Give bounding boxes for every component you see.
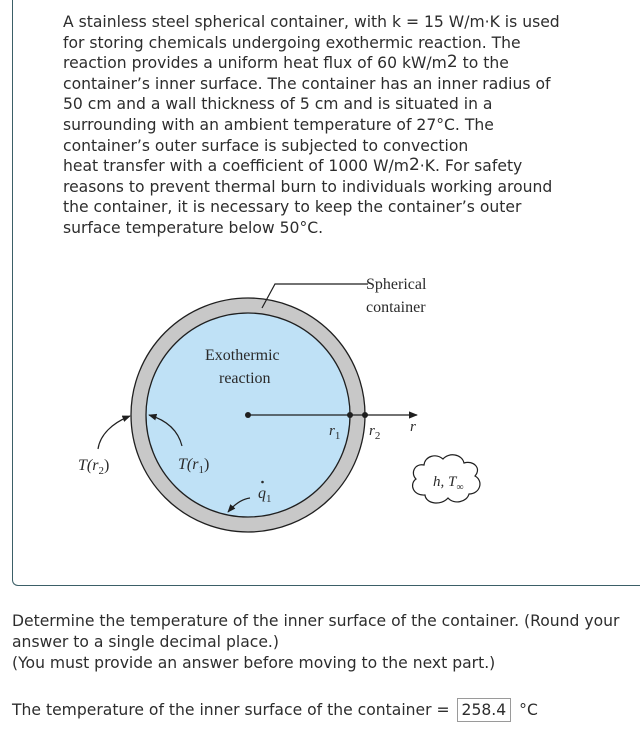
spherical-container-diagram bbox=[70, 268, 510, 558]
outer-surface-arrow bbox=[98, 416, 130, 449]
label-q1: $q_1$ bbox=[258, 485, 272, 505]
problem-line: ·K. For safety bbox=[419, 157, 523, 176]
problem-line: to the bbox=[457, 54, 509, 73]
answer-label: The temperature of the inner surface of the container = bbox=[12, 701, 450, 719]
label-T-r1: $T(r_1)$ bbox=[178, 456, 210, 476]
label-r1: $r_1$ bbox=[329, 423, 341, 442]
question-text bbox=[12, 611, 640, 674]
problem-line: surrounding with an ambient temperature of 27°C. The bbox=[63, 115, 494, 134]
problem-line: container’s outer surface is subjected to convection bbox=[63, 136, 469, 155]
problem-line: for storing chemicals undergoing exothermic reaction. The bbox=[63, 33, 521, 52]
problem-line: the container, it is necessary to keep the container’s outer bbox=[63, 198, 522, 217]
label-h-Tinf: h, $T_\infty$ bbox=[433, 474, 464, 493]
label-r: r bbox=[410, 419, 416, 435]
problem-line: reasons to prevent thermal burn to individuals working around bbox=[63, 177, 553, 196]
question-line: answer to a single decimal place.) bbox=[12, 633, 279, 651]
question-line: Determine the temperature of the inner surface of the container. (Round your bbox=[12, 612, 620, 630]
r2-point bbox=[362, 412, 368, 418]
problem-line: container’s inner surface. The container has an inner radius of bbox=[63, 74, 551, 93]
problem-line: reaction provides a uniform heat flux of 60 kW/m bbox=[63, 54, 447, 73]
superscript: 2 bbox=[446, 52, 458, 73]
problem-line: 50 cm and a wall thickness of 5 cm and is situated in a bbox=[63, 95, 493, 114]
label-r2: $r_2$ bbox=[369, 423, 381, 442]
label-reaction: reaction bbox=[219, 370, 271, 387]
answer-row bbox=[12, 698, 538, 722]
answer-unit: °C bbox=[519, 701, 538, 719]
superscript: 2 bbox=[408, 155, 420, 176]
q-dot bbox=[261, 481, 264, 484]
label-T-r2: $T(r_2)$ bbox=[78, 457, 110, 477]
label-spherical: Spherical bbox=[366, 276, 427, 293]
problem-statement bbox=[63, 12, 603, 239]
r1-point bbox=[347, 412, 353, 418]
answer-input[interactable]: 258.4 bbox=[457, 698, 512, 722]
problem-line: A stainless steel spherical container, with k = 15 W/m·K is used bbox=[63, 13, 560, 31]
label-exothermic: Exothermic bbox=[205, 347, 280, 364]
label-container: container bbox=[366, 299, 426, 316]
problem-line: surface temperature below 50°C. bbox=[63, 218, 324, 237]
problem-line: heat transfer with a coefficient of 1000 W/m bbox=[63, 157, 409, 176]
question-line: (You must provide an answer before moving to the next part.) bbox=[12, 654, 496, 672]
